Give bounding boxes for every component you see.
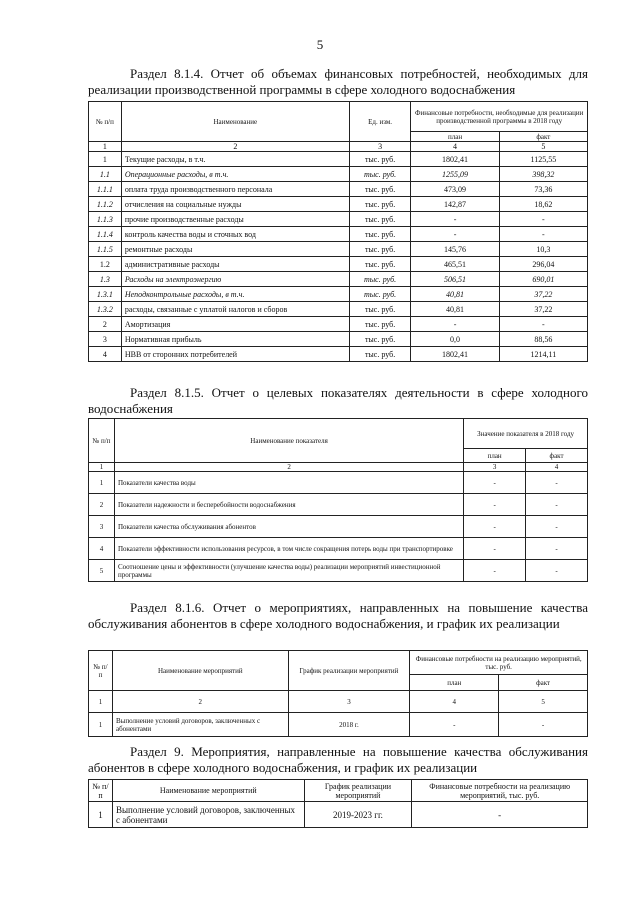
row-name: контроль качества воды и сточных вод (121, 227, 349, 242)
row-unit: тыс. руб. (349, 242, 411, 257)
col-header-num: № п/п (89, 419, 115, 463)
col-header-name: Наименование (121, 102, 349, 142)
target-indicators-rows (89, 472, 588, 582)
col-header-fin: Финансовые потребности на реализацию мероприятий, тыс. руб. (410, 651, 588, 675)
row-num: 1.3.2 (89, 302, 122, 317)
row-name: Амортизация (121, 317, 349, 332)
row-num: 1 (89, 713, 113, 737)
section-9-heading: Раздел 9. Мероприятия, направленные на повышение качества обслуживания абонентов в сфере холодного водоснабжения, и график их реализации (88, 744, 588, 775)
row-plan: - (464, 560, 526, 582)
section-814-heading: Раздел 8.1.4. Отчет об объемах финансовых потребностей, необходимых для реализации производственной программы в сфере холодного водоснабжения (88, 66, 588, 97)
row-num: 3 (89, 332, 122, 347)
row-unit: тыс. руб. (349, 317, 411, 332)
table-row (89, 494, 588, 516)
table-row (89, 227, 588, 242)
row-fact: 88,56 (499, 332, 587, 347)
row-name: Показатели качества обслуживания абонентов (114, 516, 463, 538)
row-num: 1.1.4 (89, 227, 122, 242)
row-fin: - (412, 802, 588, 828)
table-row (89, 167, 588, 182)
row-name: Соотношение цены и эффективности (улучшение качества воды) реализации мероприятий инвестиционной программы (114, 560, 463, 582)
row-name: Операционные расходы, в т.ч. (121, 167, 349, 182)
col-header-fin: Финансовые потребности на реализацию мероприятий, тыс. руб. (412, 780, 588, 802)
table-row (89, 560, 588, 582)
row-num: 1.2 (89, 257, 122, 272)
table-row (89, 302, 588, 317)
table-row (89, 197, 588, 212)
col-header-num: № п/п (89, 780, 113, 802)
table-row (89, 272, 588, 287)
col-header-num: № п/п (89, 651, 113, 691)
row-unit: тыс. руб. (349, 212, 411, 227)
row-unit: тыс. руб. (349, 272, 411, 287)
col-header-schedule: График реализации мероприятий (288, 651, 410, 691)
col-header-value: Значение показателя в 2018 году (464, 419, 588, 449)
table-row (89, 713, 588, 737)
row-fact: 1125,55 (499, 152, 587, 167)
col-header-unit: Ед. изм. (349, 102, 411, 142)
section-815-heading: Раздел 8.1.5. Отчет о целевых показателях деятельности в сфере холодного водоснабжения (88, 385, 588, 416)
activities-plan-table (88, 779, 588, 828)
page-number: 5 (316, 37, 324, 52)
row-plan: 40,81 (411, 287, 499, 302)
row-num: 1.3 (89, 272, 122, 287)
index-cell: 1 (89, 463, 115, 472)
table-row (89, 287, 588, 302)
col-header-fact: факт (499, 132, 587, 142)
table-row (89, 802, 588, 828)
col-header-name: Наименование мероприятий (112, 651, 288, 691)
row-fact: - (499, 317, 587, 332)
row-num: 4 (89, 347, 122, 362)
row-name: ремонтные расходы (121, 242, 349, 257)
row-fact: - (526, 494, 588, 516)
row-name: Показатели качества воды (114, 472, 463, 494)
index-cell: 2 (114, 463, 463, 472)
col-header-plan: план (464, 449, 526, 463)
row-num: 1 (89, 472, 115, 494)
row-plan: 465,51 (411, 257, 499, 272)
row-plan: 142,87 (411, 197, 499, 212)
row-unit: тыс. руб. (349, 197, 411, 212)
index-cell: 5 (499, 142, 587, 152)
row-plan: 40,81 (411, 302, 499, 317)
col-header-num: № п/п (89, 102, 122, 142)
table-row (89, 472, 588, 494)
index-cell: 2 (121, 142, 349, 152)
table-row (89, 152, 588, 167)
index-cell: 4 (410, 691, 499, 713)
table-row (89, 516, 588, 538)
row-plan: 145,76 (411, 242, 499, 257)
financial-needs-rows (89, 152, 588, 362)
row-unit: тыс. руб. (349, 287, 411, 302)
row-num: 1.1.2 (89, 197, 122, 212)
row-plan: 506,51 (411, 272, 499, 287)
row-name: Неподконтрольные расходы, в т.ч. (121, 287, 349, 302)
row-name: Выполнение условий договоров, заключенных с абонентами (112, 802, 304, 828)
index-cell: 4 (411, 142, 499, 152)
row-unit: тыс. руб. (349, 167, 411, 182)
col-header-fact: факт (526, 449, 588, 463)
col-header-schedule: График реализации мероприятий (304, 780, 412, 802)
table-row (89, 538, 588, 560)
col-header-plan: план (411, 132, 499, 142)
row-unit: тыс. руб. (349, 182, 411, 197)
row-fact: - (499, 227, 587, 242)
row-name: Выполнение условий договоров, заключенных с абонентами (112, 713, 288, 737)
row-name: Нормативная прибыль (121, 332, 349, 347)
index-cell: 3 (464, 463, 526, 472)
row-plan: 0,0 (411, 332, 499, 347)
row-num: 1.3.1 (89, 287, 122, 302)
row-name: НВВ от сторонних потребителей (121, 347, 349, 362)
index-cell: 5 (499, 691, 588, 713)
row-fact: 690,01 (499, 272, 587, 287)
activities-report-table (88, 650, 588, 737)
row-fact: 1214,11 (499, 347, 587, 362)
row-plan: 1255,09 (411, 167, 499, 182)
index-cell: 1 (89, 142, 122, 152)
financial-needs-table (88, 101, 588, 362)
row-num: 1.1.3 (89, 212, 122, 227)
row-num: 1 (89, 802, 113, 828)
index-cell: 2 (112, 691, 288, 713)
table-row (89, 242, 588, 257)
row-plan: 1802,41 (411, 152, 499, 167)
row-name: расходы, связанные с уплатой налогов и сборов (121, 302, 349, 317)
col-header-name: Наименование мероприятий (112, 780, 304, 802)
index-cell: 1 (89, 691, 113, 713)
row-plan: 473,09 (411, 182, 499, 197)
row-fact: 18,62 (499, 197, 587, 212)
row-fact: 10,3 (499, 242, 587, 257)
row-unit: тыс. руб. (349, 152, 411, 167)
row-fact: 37,22 (499, 287, 587, 302)
table-row (89, 182, 588, 197)
row-name: административные расходы (121, 257, 349, 272)
row-schedule: 2018 г. (288, 713, 410, 737)
row-unit: тыс. руб. (349, 302, 411, 317)
row-name: Показатели надежности и бесперебойности водоснабжения (114, 494, 463, 516)
index-cell: 3 (349, 142, 411, 152)
index-row (89, 142, 588, 152)
row-fact: 296,04 (499, 257, 587, 272)
row-num: 2 (89, 494, 115, 516)
col-header-plan: план (410, 675, 499, 691)
row-plan: - (411, 212, 499, 227)
table-row (89, 317, 588, 332)
row-num: 2 (89, 317, 122, 332)
row-plan: 1802,41 (411, 347, 499, 362)
table-row (89, 257, 588, 272)
table-row (89, 347, 588, 362)
row-fact: - (526, 472, 588, 494)
row-name: прочие производственные расходы (121, 212, 349, 227)
row-plan: - (464, 494, 526, 516)
col-header-fact: факт (499, 675, 588, 691)
row-unit: тыс. руб. (349, 347, 411, 362)
row-name: оплата труда производственного персонала (121, 182, 349, 197)
index-cell: 3 (288, 691, 410, 713)
row-num: 1.1.5 (89, 242, 122, 257)
row-fact: - (499, 713, 588, 737)
row-schedule: 2019-2023 гг. (304, 802, 412, 828)
row-plan: - (464, 538, 526, 560)
row-plan: - (464, 516, 526, 538)
row-fact: - (499, 212, 587, 227)
row-num: 4 (89, 538, 115, 560)
section-816-heading: Раздел 8.1.6. Отчет о мероприятиях, направленных на повышение качества обслуживания абонентов в сфере холодного водоснабжения, и график их реализации (88, 600, 588, 631)
row-unit: тыс. руб. (349, 332, 411, 347)
row-unit: тыс. руб. (349, 227, 411, 242)
table-row (89, 212, 588, 227)
row-fact: - (526, 516, 588, 538)
index-row (89, 691, 588, 713)
row-fact: - (526, 560, 588, 582)
row-plan: - (410, 713, 499, 737)
row-unit: тыс. руб. (349, 257, 411, 272)
row-num: 5 (89, 560, 115, 582)
row-name: отчисления на социальные нужды (121, 197, 349, 212)
row-fact: - (526, 538, 588, 560)
table-row (89, 332, 588, 347)
row-plan: - (464, 472, 526, 494)
row-num: 1.1 (89, 167, 122, 182)
row-num: 1.1.1 (89, 182, 122, 197)
row-plan: - (411, 317, 499, 332)
col-header-name: Наименование показателя (114, 419, 463, 463)
col-header-fin: Финансовые потребности, необходимые для реализации производственной программы в 2018 году (411, 102, 588, 132)
row-fact: 73,36 (499, 182, 587, 197)
target-indicators-table (88, 418, 588, 582)
index-cell: 4 (526, 463, 588, 472)
row-fact: 398,32 (499, 167, 587, 182)
row-name: Показатели эффективности использования ресурсов, в том числе сокращения потерь воды при транспортировке (114, 538, 463, 560)
row-num: 1 (89, 152, 122, 167)
row-name: Расходы на электроэнергию (121, 272, 349, 287)
row-plan: - (411, 227, 499, 242)
index-row (89, 463, 588, 472)
row-name: Текущие расходы, в т.ч. (121, 152, 349, 167)
row-num: 3 (89, 516, 115, 538)
row-fact: 37,22 (499, 302, 587, 317)
